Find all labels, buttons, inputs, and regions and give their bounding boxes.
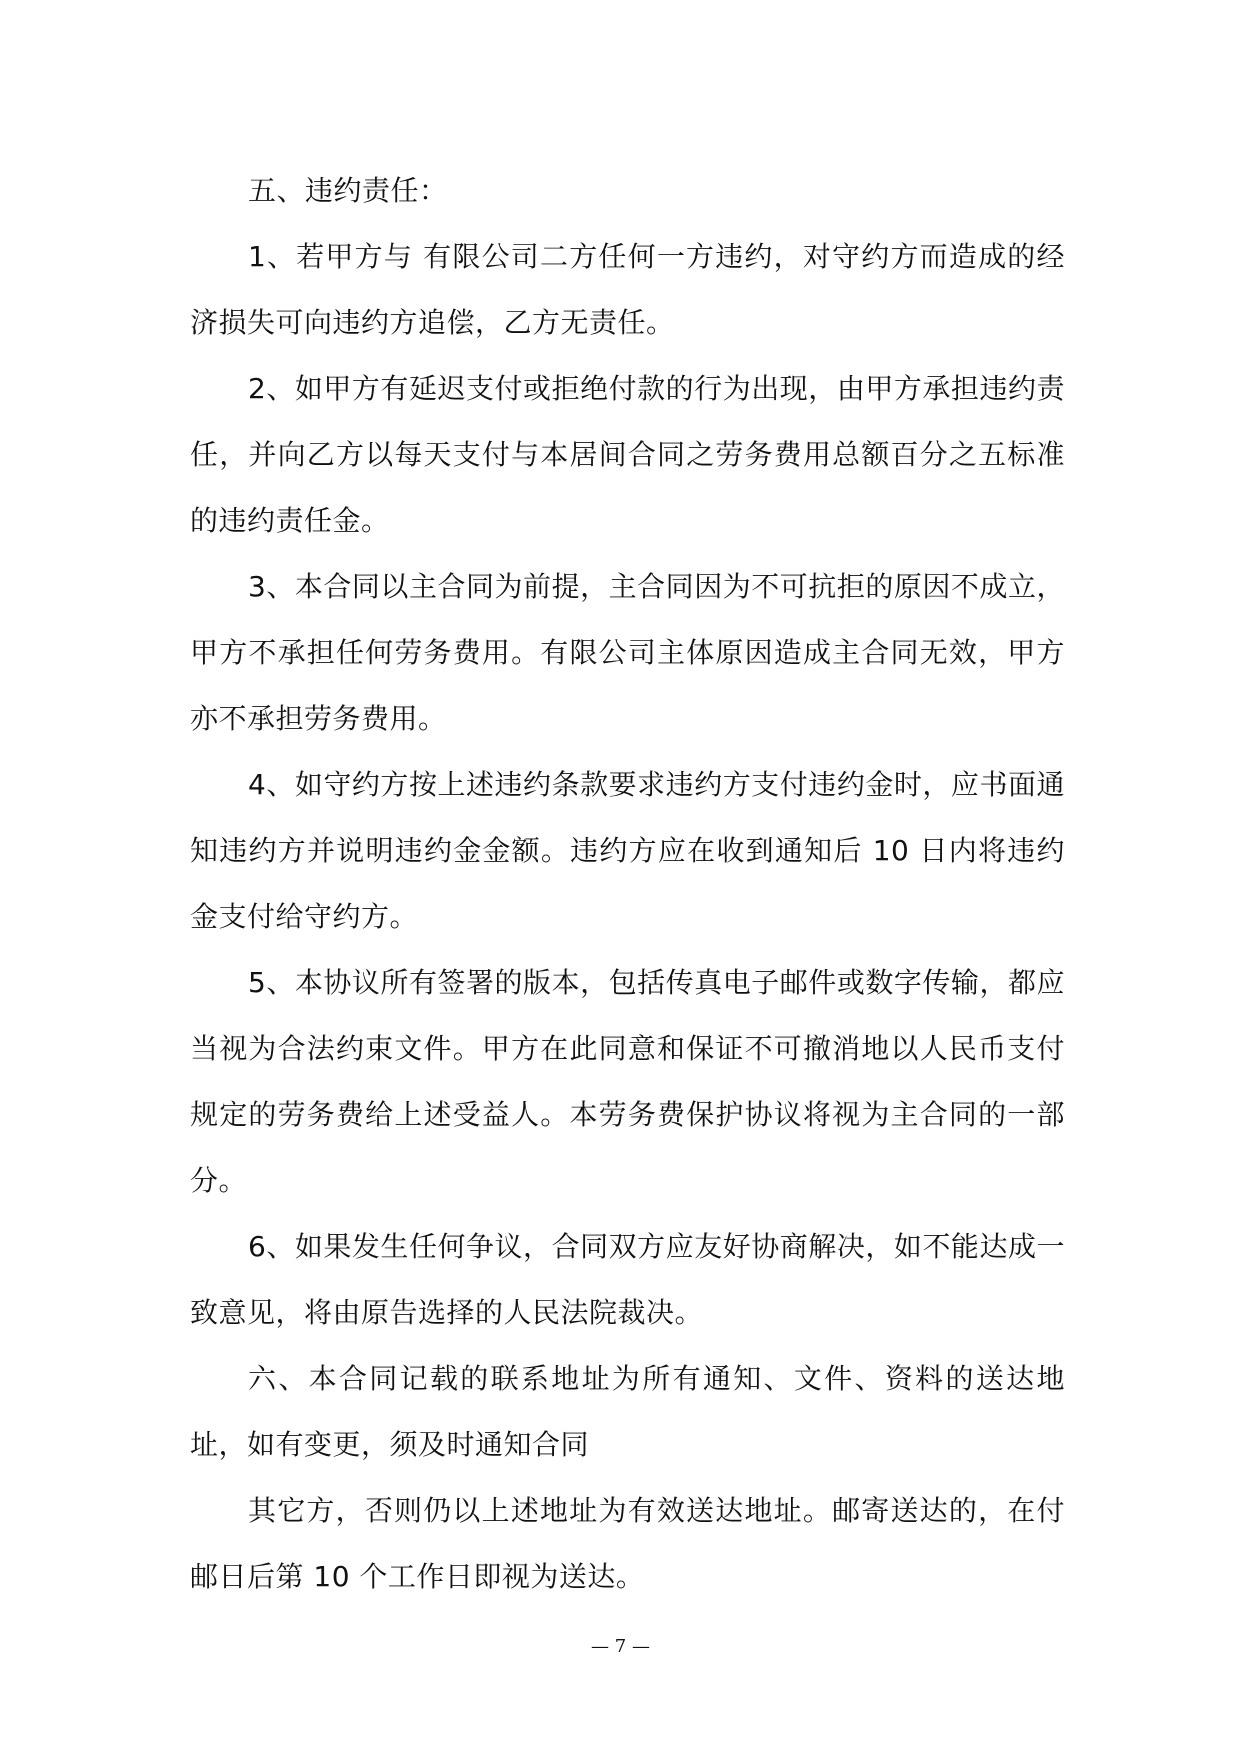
section-five-heading: 五、违约责任： xyxy=(248,174,448,207)
clause-6: 6、如果发生任何争议，合同双方应友好协商解决，如不能达成一致意见，将由原告选择的人民法院裁决。 xyxy=(190,1230,1065,1329)
document-body xyxy=(190,158,1065,1610)
clause-3: 3、本合同以主合同为前提，主合同因为不可抗拒的原因不成立，甲方不承担任何劳务费用。有限公司主体原因造成主合同无效，甲方亦不承担劳务费用。 xyxy=(190,570,1065,735)
section-six-continuation: 其它方，否则仍以上述地址为有效送达地址。邮寄送达的，在付邮日后第 10 个工作日即视为送达。 xyxy=(190,1494,1065,1593)
page-number: — 7 — xyxy=(591,1636,650,1657)
clause-4: 4、如守约方按上述违约条款要求违约方支付违约金时，应书面通知违约方并说明违约金金额。违约方应在收到通知后 10 日内将违约金支付给守约方。 xyxy=(190,768,1065,933)
clause-2: 2、如甲方有延迟支付或拒绝付款的行为出现，由甲方承担违约责任，并向乙方以每天支付与本居间合同之劳务费用总额百分之五标准的违约责任金。 xyxy=(190,372,1065,537)
section-six-paragraph: 六、本合同记载的联系地址为所有通知、文件、资料的送达地址，如有变更，须及时通知合同 xyxy=(190,1362,1065,1461)
clause-5: 5、本协议所有签署的版本，包括传真电子邮件或数字传输，都应当视为合法约束文件。甲方在此同意和保证不可撤消地以人民币支付规定的劳务费给上述受益人。本劳务费保护协议将视为主合同的一部分。 xyxy=(190,966,1065,1197)
clause-1: 1、若甲方与 有限公司二方任何一方违约，对守约方而造成的经济损失可向违约方追偿，乙方无责任。 xyxy=(190,240,1065,339)
